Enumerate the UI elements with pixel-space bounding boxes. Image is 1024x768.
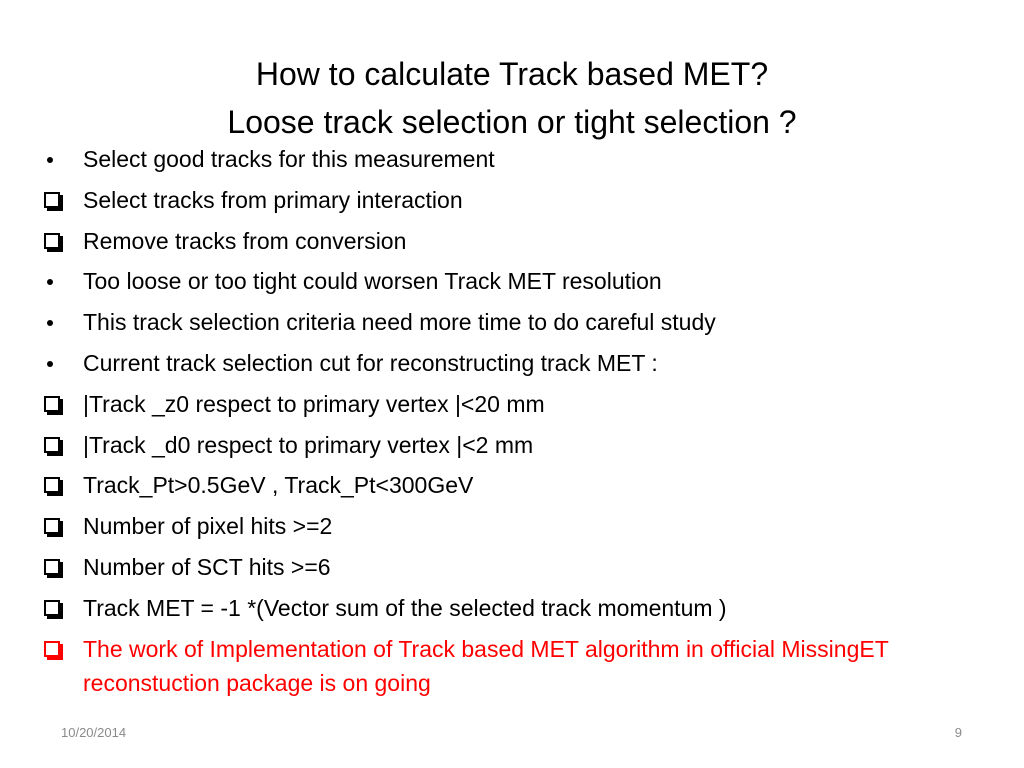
bullet-item: [40, 183, 970, 217]
checkbox-bullet-icon: [40, 224, 83, 258]
bullet-text: Track MET = -1 *(Vector sum of the selected track momentum ): [83, 594, 727, 621]
bullet-text: Current track selection cut for reconstructing track MET :: [83, 349, 658, 376]
slide-title: [60, 50, 964, 146]
bullet-item: [40, 264, 970, 298]
bullet-list: [40, 142, 970, 706]
bullet-text: This track selection criteria need more time to do careful study: [83, 309, 716, 336]
round-bullet-icon: [40, 264, 83, 298]
slide-number: 9: [954, 725, 962, 740]
bullet-text: Select tracks from primary interaction: [83, 186, 463, 213]
checkbox-bullet-icon: [40, 183, 83, 217]
bullet-text: Too loose or too tight could worsen Track MET resolution: [83, 268, 662, 295]
bullet-item: [40, 305, 970, 339]
bullet-item: [40, 550, 970, 584]
checkbox-bullet-icon: [40, 509, 83, 543]
round-bullet-icon: [40, 142, 83, 176]
bullet-item: [40, 346, 970, 380]
bullet-text: |Track _d0 respect to primary vertex |<2 mm: [83, 431, 534, 458]
bullet-text: Select good tracks for this measurement: [83, 146, 495, 172]
bullet-text: |Track _z0 respect to primary vertex |<20 mm: [83, 390, 545, 417]
bullet-text: Number of pixel hits >=2: [83, 513, 333, 540]
bullet-item: [40, 387, 970, 421]
bullet-text: The work of Implementation of Track based MET algorithm in official MissingET reconstuction package is on going: [83, 635, 889, 696]
checkbox-bullet-icon: [40, 632, 83, 666]
round-bullet-icon: [40, 305, 83, 339]
checkbox-bullet-icon: [40, 468, 83, 502]
bullet-item: [40, 632, 970, 700]
bullet-item: [40, 224, 970, 258]
bullet-item: [40, 468, 970, 502]
bullet-text: Remove tracks from conversion: [83, 227, 407, 254]
checkbox-bullet-icon: [40, 387, 83, 421]
title-line-2: Loose track selection or tight selection ?: [227, 104, 797, 140]
bullet-text: Number of SCT hits >=6: [83, 553, 331, 580]
checkbox-bullet-icon: [40, 550, 83, 584]
bullet-text: Track_Pt>0.5GeV , Track_Pt<300GeV: [83, 472, 474, 499]
bullet-item: [40, 591, 970, 625]
title-line-1: How to calculate Track based MET?: [255, 56, 769, 92]
bullet-item: [40, 509, 970, 543]
bullet-item: [40, 428, 970, 462]
round-bullet-icon: [40, 346, 83, 380]
checkbox-bullet-icon: [40, 591, 83, 625]
footer-date: 10/20/2014: [61, 725, 127, 740]
bullet-item: [40, 142, 970, 176]
checkbox-bullet-icon: [40, 428, 83, 462]
